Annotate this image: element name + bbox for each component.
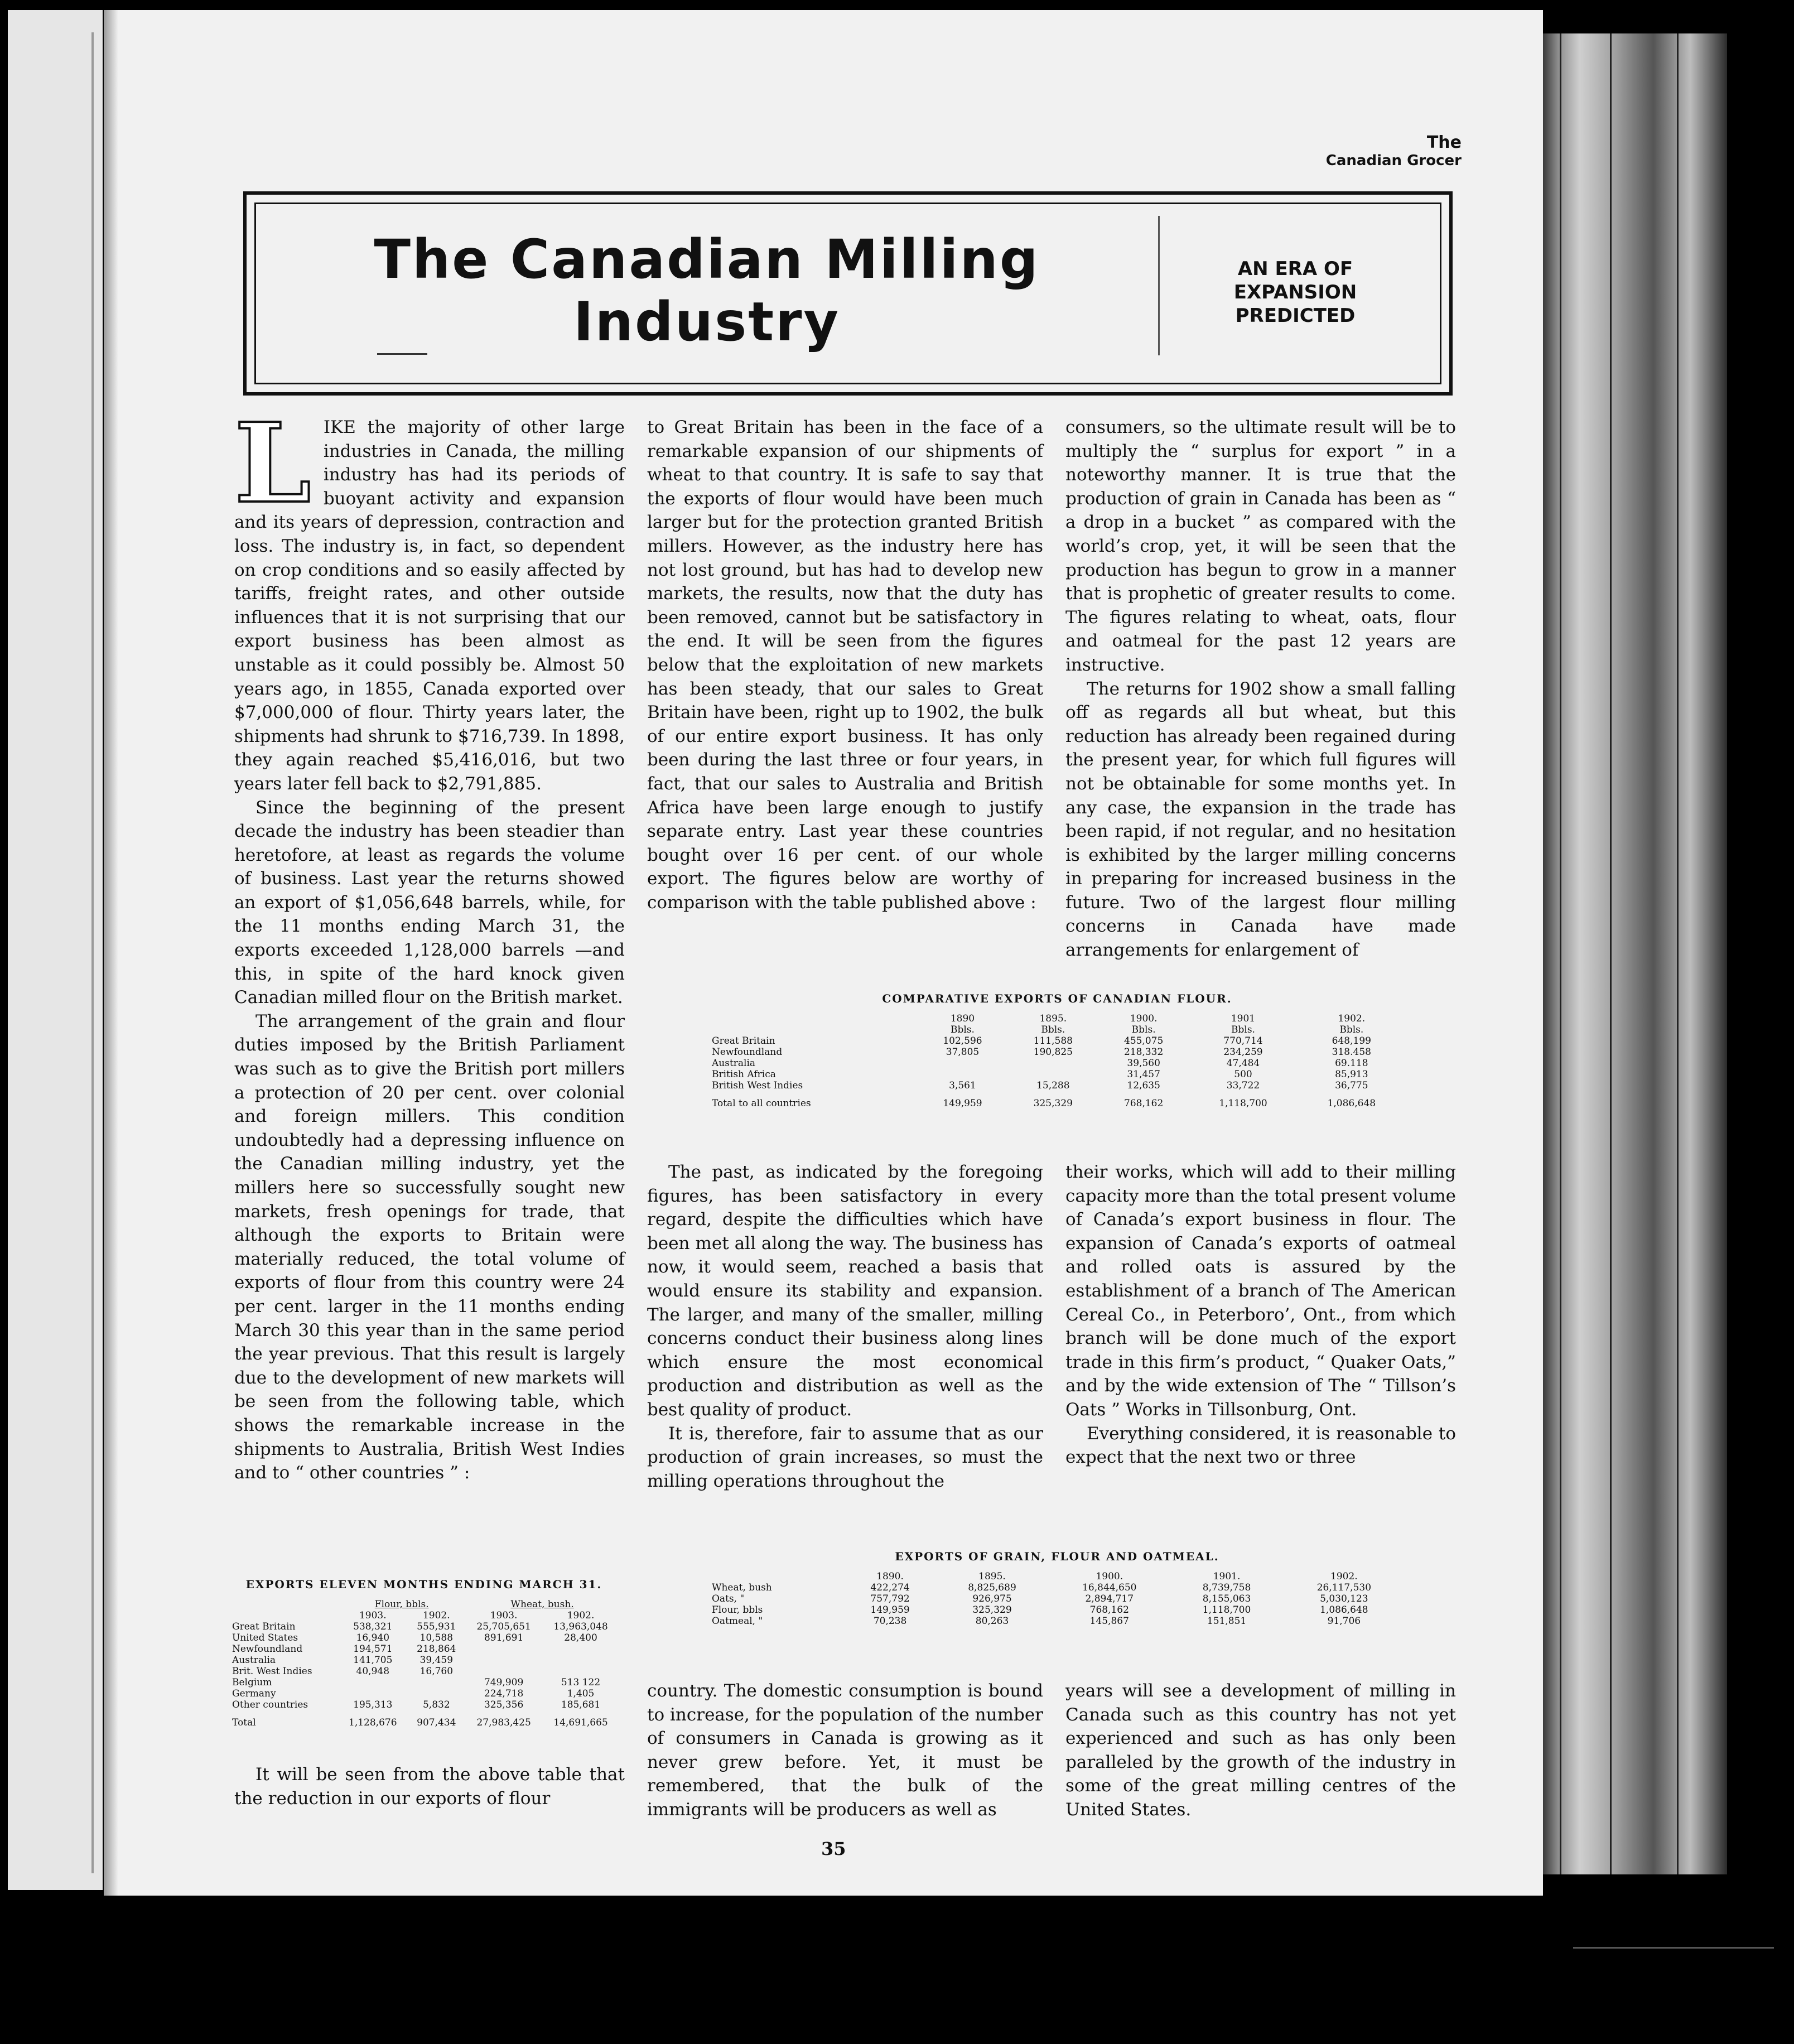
table-row-label: Brit. West Indies [232, 1666, 312, 1677]
table-cell: 28,400 [564, 1632, 597, 1643]
table-row [229, 1666, 619, 1677]
table-cell: 195,313 [353, 1699, 393, 1710]
page-number: 35 [821, 1838, 846, 1859]
table-row-label: Germany [232, 1688, 276, 1699]
table-row [229, 1688, 619, 1699]
table2-year: 1890 [950, 1013, 975, 1024]
table-cell: 8,155,063 [1202, 1593, 1251, 1604]
table-cell: 926,975 [972, 1593, 1012, 1604]
table-cell: 770,714 [1223, 1035, 1263, 1047]
title-line1: The Canadian Milling [374, 228, 1040, 291]
title-box [243, 191, 1453, 396]
table-row-label: Australia [712, 1058, 756, 1069]
table-cell: 234,259 [1223, 1047, 1263, 1058]
table-cell: 16,760 [419, 1666, 454, 1677]
table-cell: 26,117,530 [1316, 1582, 1372, 1593]
table-cell: 648,199 [1332, 1035, 1371, 1047]
title-separator [1158, 216, 1160, 355]
table-row-label: Total [232, 1717, 256, 1728]
table-row-label: Australia [232, 1655, 276, 1666]
subtitle-line2: EXPANSION [1233, 281, 1357, 303]
table-cell: 36,775 [1335, 1080, 1368, 1091]
col1-paragraph-3: The arrangement of the grain and flour duties imposed by the British Parliament was such as to give the British port millers a protection of 20 per cent. over colonial and foreign millers. This condition undoubtedly had a depressing influence on the Canadian milling industry, yet the millers here so successfully sought new markets, fresh openings for trade, that although the exports to Britain were materially reduced, the total volume of exports of flour from this country were 24 per cent. larger in the 11 months ending March 30 this year than in the same period the year previous. That this result is largely due to the development of new markets will be seen from the following table, which shows the remarkable increase in the shipments to Australia, British West Indies and to “ other countries ” : [234, 1011, 625, 1483]
table-cell: 1,405 [567, 1688, 595, 1699]
column-2-bottom [647, 1679, 1043, 1822]
table3-year: 1895. [978, 1571, 1006, 1582]
table-cell: 12,635 [1127, 1080, 1160, 1091]
table-cell [708, 1571, 843, 1582]
table-cell: 16,844,650 [1082, 1582, 1137, 1593]
table-cell: 8,825,689 [968, 1582, 1016, 1593]
table-cell: 555,931 [417, 1621, 456, 1632]
table-row [229, 1655, 619, 1666]
table-cell [229, 1610, 338, 1621]
column-3-middle [1065, 1160, 1456, 1469]
table-row [229, 1632, 619, 1643]
table-cell: 27,983,425 [476, 1717, 531, 1728]
table-cell: 749,909 [484, 1677, 524, 1688]
table2-year: 1901 [1231, 1013, 1256, 1024]
table-row [229, 1677, 619, 1688]
table-cell: 70,238 [873, 1616, 907, 1627]
table-cell: 37,805 [946, 1047, 980, 1058]
table-row-label: British West Indies [712, 1080, 803, 1091]
table-cell [917, 1069, 1007, 1080]
table-cell: 39,560 [1127, 1058, 1160, 1069]
table-cell [917, 1058, 1007, 1069]
spine-line [1610, 33, 1612, 1874]
table-cell: 8,739,758 [1202, 1582, 1251, 1593]
book-spine [1543, 33, 1727, 1874]
table2-unit: Bbls. [1339, 1024, 1364, 1035]
masthead-line2: Canadian Grocer [1325, 152, 1462, 169]
col1-paragraph-4: It will be seen from the above table that the reduction in our exports of flour [234, 1765, 625, 1809]
table-row [708, 1604, 1406, 1616]
table-total-row [229, 1710, 619, 1728]
col2-paragraph-2: The past, as indicated by the foregoing figures, has been satisfactory in every regard, despite the difficulties which have been met all along the way. The business has now, it would seem, reached a basis that would ensure its stability and expansion. The larger, and many of the smaller, milling concerns conduct their business along lines which ensure the most economical production and distribution as well as the best quality of product. [647, 1162, 1043, 1420]
table-row-label: Other countries [232, 1699, 308, 1710]
table-cell: 145,867 [1089, 1616, 1129, 1627]
table-cell: 149,959 [870, 1604, 910, 1616]
table-cell: 15,288 [1036, 1080, 1070, 1091]
table-cell: 33,722 [1226, 1080, 1260, 1091]
table2-unit: Bbls. [1041, 1024, 1065, 1035]
table-row [708, 1035, 1406, 1047]
table-cell: 40,948 [356, 1666, 390, 1677]
col2-paragraph-3: It is, therefore, fair to assume that as our production of grain increases, so must the milling operations throughout the [647, 1423, 1043, 1491]
table-row-label: United States [232, 1632, 298, 1643]
table-cell [1008, 1058, 1098, 1069]
bottom-rule [1573, 1947, 1774, 1949]
table-cell: 5,832 [422, 1699, 450, 1710]
table-cell [465, 1666, 542, 1677]
table-cell: 218,332 [1124, 1047, 1164, 1058]
table-cell [338, 1677, 407, 1688]
page-fold [91, 32, 94, 1873]
table3-year: 1901. [1213, 1571, 1241, 1582]
table-cell: 455,075 [1124, 1035, 1164, 1047]
table-cell [542, 1666, 619, 1677]
table-cell [338, 1688, 407, 1699]
table-row-label: Flour, bbls [712, 1604, 763, 1616]
column-3-bottom [1065, 1679, 1456, 1822]
table-cell: 149,959 [943, 1098, 982, 1109]
table-cell: 1,086,648 [1320, 1604, 1368, 1616]
table-cell: 16,940 [356, 1632, 390, 1643]
table-cell: 13,963,048 [553, 1621, 608, 1632]
col3-paragraph-5: years will see a development of milling in Canada such as this country has not yet experienced and such as has only been paralleled by the growth of the industry in some of the great milling centres of the United States. [1065, 1681, 1456, 1820]
table-row-label: Total to all countries [712, 1098, 811, 1109]
col2-paragraph-1: to Great Britain has been in the face of a remarkable expansion of our shipments of wheat to that country. It is safe to say that the exports of flour would have been much larger but for the protection granted British millers. However, as the industry here has not lost ground, but has had to develop new markets, the results, now that the duty has been removed, cannot but be satisfactory in the end. It will be seen from the figures below that the exploitation of new markets has been steady, that our sales to Great Britain have been, right up to 1902, the bulk of our entire export business. It has only been during the last three or four years, in fact, that our sales to Australia and British Africa have been large enough to justify separate entry. Last year these countries bought over 16 per cent. of our whole export. The figures below are worthy of comparison with the table published above : [647, 417, 1043, 913]
table-cell: 325,329 [1033, 1098, 1073, 1109]
col1-p1-text: IKE the majority of other large industries in Canada, the milling industry has had its periods of buoyant activity and expansion and its years of depression, contraction and loss. The industry is, in fact, so dependent on crop conditions and so easily affected by tariffs, freight rates, and other outside influences that it is not surprising that our export business has been almost as unstable as it could possibly be. Almost 50 years ago, in 1855, Canada exported over $7,000,000 of flour. Thirty years later, the shipments had shrunk to $716,739. In 1898, they again reached $5,416,016, but two years later fell back to $2,791,885. [234, 417, 625, 794]
table-row-label: Great Britain [232, 1621, 296, 1632]
table-row [708, 1582, 1406, 1593]
article-title [269, 228, 1145, 353]
drop-cap: L [234, 399, 311, 528]
table-cell: 25,705,651 [476, 1621, 531, 1632]
table-cell: 757,792 [870, 1593, 910, 1604]
table-row-label: Great Britain [712, 1035, 775, 1047]
table-row-label: Oatmeal, " [712, 1616, 763, 1627]
masthead-line1: The [1426, 133, 1462, 152]
table-cell: 891,691 [484, 1632, 524, 1643]
table-cell: 5,030,123 [1320, 1593, 1368, 1604]
table1-year: 1902. [422, 1610, 450, 1621]
masthead [1227, 134, 1462, 170]
table2-unit: Bbls. [1231, 1024, 1255, 1035]
table-cell: 768,162 [1124, 1098, 1164, 1109]
subtitle-line3: PREDICTED [1235, 305, 1356, 327]
column-2 [647, 416, 1043, 914]
table-cell: 91,706 [1327, 1616, 1361, 1627]
column-1 [234, 399, 625, 1485]
table-row [708, 1080, 1406, 1091]
table-cell: 47,484 [1226, 1058, 1260, 1069]
facing-page-edge [8, 10, 103, 1890]
column-2-middle [647, 1160, 1043, 1493]
table-cell [542, 1655, 619, 1666]
table-row [708, 1593, 1406, 1604]
table-cell: 1,086,648 [1327, 1098, 1376, 1109]
table-cell: 1,128,676 [349, 1717, 397, 1728]
table-cell: 10,588 [419, 1632, 454, 1643]
table-cell: 1,118,700 [1219, 1098, 1267, 1109]
table2-year: 1902. [1338, 1013, 1366, 1024]
table-cell: 1,118,700 [1202, 1604, 1251, 1616]
table-cell: 3,561 [949, 1080, 976, 1091]
table2-year: 1895. [1039, 1013, 1067, 1024]
table1-year: 1903. [490, 1610, 518, 1621]
col1-paragraph-1 [234, 399, 625, 796]
table-cell: 80,263 [975, 1616, 1009, 1627]
table-cell: 151,851 [1207, 1616, 1247, 1627]
col2-paragraph-4: country. The domestic consumption is bound to increase, for the population of the number of consumers in Canada is growing as it never grew before. Yet, it must be remembered, that the bulk of the immigrants will be producers as well as [647, 1681, 1043, 1820]
table-cell [542, 1643, 619, 1655]
column-1-continued [234, 1763, 625, 1810]
table-cell: 185,681 [561, 1699, 601, 1710]
table-cell: 768,162 [1089, 1604, 1129, 1616]
table-cell: 513 122 [561, 1677, 601, 1688]
table-cell [1008, 1069, 1098, 1080]
table-comparative-flour-exports [708, 993, 1406, 1109]
table1-title: EXPORTS ELEVEN MONTHS ENDING MARCH 31. [245, 1578, 602, 1591]
table-exports-eleven-months [229, 1579, 619, 1728]
table-row-label: Oats, " [712, 1593, 745, 1604]
table2-unit: Bbls. [1131, 1024, 1156, 1035]
col3-paragraph-2: The returns for 1902 show a small falling off as regards all but wheat, but this reduction has already been regained during the present year, for which full figures will not be obtainable for some months yet. In any case, the expansion in the trade has been rapid, if not regular, and no hesitation is exhibited by the larger milling concerns in preparing for increased business in the future. Two of the largest flour milling concerns in Canada have made arrangements for enlargement of [1065, 678, 1456, 961]
table-cell: 69.118 [1335, 1058, 1368, 1069]
subtitle-line1: AN ERA OF [1237, 258, 1353, 280]
table-cell: 318.458 [1332, 1047, 1371, 1058]
table-cell: 422,274 [870, 1582, 910, 1593]
table-row-label: Newfoundland [712, 1047, 783, 1058]
table-cell: 190,825 [1033, 1047, 1073, 1058]
table3-year: 1900. [1096, 1571, 1123, 1582]
table-row [708, 1616, 1406, 1627]
table-row [708, 1047, 1406, 1058]
table-row [229, 1643, 619, 1655]
table-row-label: Wheat, bush [712, 1582, 772, 1593]
table-cell: 111,588 [1033, 1035, 1073, 1047]
col3-paragraph-1: consumers, so the ultimate result will be to multiply the “ surplus for export ” in a noteworthy manner. It is true that the production of grain in Canada has been as “ a drop in a bucket ” as compared with the world’s crop, yet, it will be seen that the production has begun to grow in a manner that is prophetic of greater results to come. The figures relating to wheat, oats, flour and oatmeal for the past 12 years are instructive. [1065, 417, 1456, 675]
table-cell: 31,457 [1127, 1069, 1160, 1080]
table-cell [465, 1655, 542, 1666]
table-row-label: Newfoundland [232, 1643, 303, 1655]
table-cell: 39,459 [419, 1655, 454, 1666]
table-cell: 907,434 [417, 1717, 456, 1728]
table3-year: 1890. [876, 1571, 904, 1582]
spine-line [1677, 33, 1679, 1874]
table-row-label: British Africa [712, 1069, 776, 1080]
table-total-row [708, 1091, 1406, 1109]
spine-line [1560, 33, 1561, 1874]
decorative-dash [377, 353, 427, 355]
table-row [708, 1058, 1406, 1069]
table-cell: 85,913 [1335, 1069, 1368, 1080]
gutter-shadow [104, 10, 118, 1896]
article-subtitle [1189, 257, 1401, 327]
table-grain-flour-oatmeal-exports [708, 1551, 1406, 1627]
table1-group-wheat: Wheat, bush. [510, 1599, 574, 1610]
table-cell: 2,894,717 [1085, 1593, 1134, 1604]
table-cell: 224,718 [484, 1688, 524, 1699]
table-row [229, 1621, 619, 1632]
table-cell [708, 1024, 917, 1035]
table-cell: 325,356 [484, 1699, 524, 1710]
table1-year: 1902. [567, 1610, 595, 1621]
table-cell [708, 1013, 917, 1024]
col3-paragraph-3: their works, which will add to their milling capacity more than the total present volume of Canada’s export business in flour. The expansion of Canada’s exports of oatmeal and rolled oats is assured by the establishment of a branch of The American Cereal Co., in Peterboro’, Ont., from which branch will be done much of the export trade in this firm’s product, “ Quaker Oats,” and by the wide extension of The “ Tillson’s Oats ” Works in Tillsonburg, Ont. [1065, 1162, 1456, 1420]
table2-unit: Bbls. [950, 1024, 975, 1035]
table2-year: 1900. [1130, 1013, 1158, 1024]
table-row [708, 1069, 1406, 1080]
table2-title: COMPARATIVE EXPORTS OF CANADIAN FLOUR. [882, 992, 1232, 1005]
table-cell: 538,321 [353, 1621, 393, 1632]
title-line2: Industry [573, 291, 841, 353]
table-cell: 500 [1234, 1069, 1252, 1080]
table-row [229, 1699, 619, 1710]
table1-year: 1903. [359, 1610, 387, 1621]
table1-group-flour: Flour, bbls. [374, 1599, 429, 1610]
table-row-label: Belgium [232, 1677, 272, 1688]
table-cell: 102,596 [943, 1035, 982, 1047]
table-cell: 218,864 [417, 1643, 456, 1655]
column-3 [1065, 416, 1456, 962]
col3-paragraph-4: Everything considered, it is reasonable to expect that the next two or three [1065, 1423, 1456, 1468]
table-cell [465, 1643, 542, 1655]
table3-title: EXPORTS OF GRAIN, FLOUR AND OATMEAL. [895, 1550, 1219, 1563]
table-cell [229, 1599, 338, 1610]
table-cell: 194,571 [353, 1643, 393, 1655]
col1-paragraph-2: Since the beginning of the present decade the industry has been steadier than heretofore, at least as regards the volume of business. Last year the returns showed an export of $1,056,648 barrels, while, for the 11 months ending March 31, the exports exceeded 1,128,000 barrels —and this, in spite of the hard knock given Canadian milled flour on the British market. [234, 797, 625, 1008]
table3-year: 1902. [1330, 1571, 1358, 1582]
table-cell: 325,329 [972, 1604, 1012, 1616]
table-cell [407, 1677, 465, 1688]
table-cell: 141,705 [353, 1655, 393, 1666]
table-cell [407, 1688, 465, 1699]
table-cell: 14,691,665 [553, 1717, 608, 1728]
